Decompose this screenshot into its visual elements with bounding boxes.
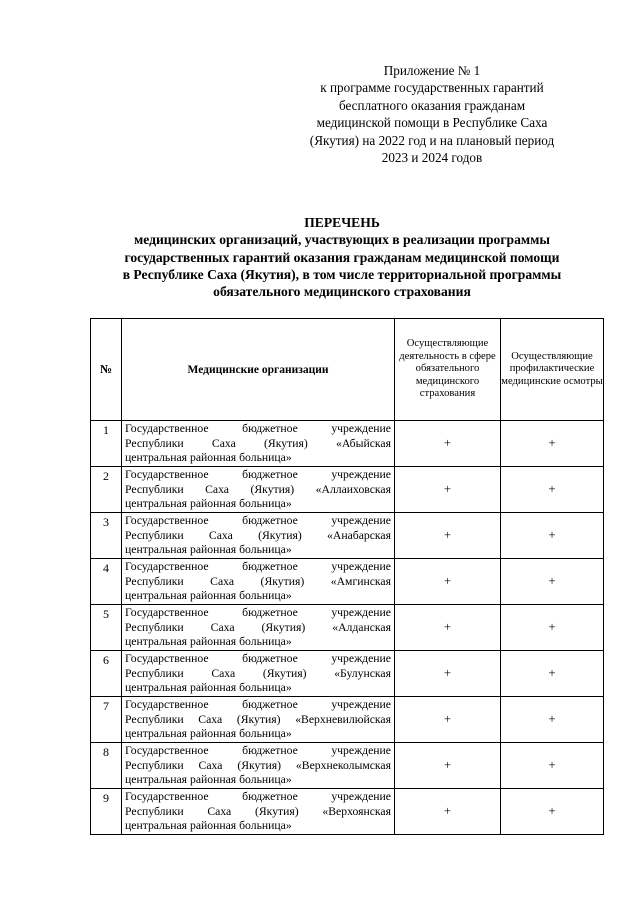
checkups-mark: + — [501, 421, 604, 467]
document-title — [60, 214, 624, 300]
table-row — [91, 789, 604, 835]
appendix-line: медицинской помощи в Республике Саха — [316, 115, 548, 131]
organizations-table — [90, 318, 604, 835]
checkups-mark: + — [501, 559, 604, 605]
header-checkups: Осуществляющие профилактические медицинские осмотры — [501, 319, 604, 421]
organization-line: центральная районная больница» — [125, 543, 292, 556]
table-row — [91, 697, 604, 743]
organization-line: центральная районная больница» — [125, 497, 292, 510]
organization-line: центральная районная больница» — [125, 635, 292, 648]
appendix-line: бесплатного оказания гражданам — [338, 97, 526, 113]
row-number: 7 — [91, 697, 122, 743]
table-row — [91, 743, 604, 789]
organization-line: Республики Саха (Якутия) «Верхнеколымская — [125, 758, 391, 772]
oms-mark: + — [395, 743, 501, 789]
checkups-mark: + — [501, 743, 604, 789]
oms-mark: + — [395, 605, 501, 651]
header-number: № — [91, 319, 122, 421]
organization-line: центральная районная больница» — [125, 773, 292, 786]
organization-name — [122, 513, 395, 559]
checkups-mark: + — [501, 651, 604, 697]
organization-name — [122, 651, 395, 697]
organization-name — [122, 743, 395, 789]
oms-mark: + — [395, 697, 501, 743]
organization-line: Республики Саха (Якутия) «Булунская — [125, 666, 391, 680]
table-row — [91, 605, 604, 651]
appendix-line: (Якутия) на 2022 год и на плановый период — [309, 132, 555, 148]
table-row — [91, 421, 604, 467]
checkups-mark: + — [501, 605, 604, 651]
organization-line: Республики Саха (Якутия) «Аллаиховская — [125, 482, 391, 496]
oms-mark: + — [395, 421, 501, 467]
title-line: ПЕРЕЧЕНЬ — [304, 215, 380, 230]
row-number: 4 — [91, 559, 122, 605]
oms-mark: + — [395, 651, 501, 697]
organization-line: центральная районная больница» — [125, 727, 292, 740]
table-row — [91, 513, 604, 559]
header-organizations: Медицинские организации — [122, 319, 395, 421]
oms-mark: + — [395, 467, 501, 513]
row-number: 8 — [91, 743, 122, 789]
organization-line: Государственное бюджетное учреждение — [125, 606, 391, 619]
organization-line: Республики Саха (Якутия) «Алданская — [125, 620, 391, 634]
table-row — [91, 559, 604, 605]
organization-line: Государственное бюджетное учреждение — [125, 652, 391, 665]
organization-name — [122, 697, 395, 743]
checkups-mark: + — [501, 697, 604, 743]
organization-name — [122, 467, 395, 513]
table-body — [91, 421, 604, 835]
title-line: в Республике Саха (Якутия), в том числе территориальной программы — [122, 266, 562, 282]
organization-line: Республики Саха (Якутия) «Абыйская — [125, 436, 391, 450]
organization-line: Республики Саха (Якутия) «Верхоянская — [125, 804, 391, 818]
row-number: 9 — [91, 789, 122, 835]
oms-mark: + — [395, 789, 501, 835]
organization-name — [122, 789, 395, 835]
table-row — [91, 467, 604, 513]
organization-line: центральная районная больница» — [125, 681, 292, 694]
organization-line: центральная районная больница» — [125, 451, 292, 464]
organization-line: Государственное бюджетное учреждение — [125, 514, 391, 527]
appendix-line: к программе государственных гарантий — [320, 80, 544, 96]
organization-line: Государственное бюджетное учреждение — [125, 560, 391, 573]
row-number: 6 — [91, 651, 122, 697]
organization-name — [122, 421, 395, 467]
oms-mark: + — [395, 559, 501, 605]
title-line: медицинских организаций, участвующих в реализации программы — [133, 232, 550, 248]
row-number: 3 — [91, 513, 122, 559]
organization-line: Государственное бюджетное учреждение — [125, 468, 391, 481]
organization-line: Республики Саха (Якутия) «Верхневилюйская — [125, 712, 391, 726]
organization-name — [122, 559, 395, 605]
title-line: обязательного медицинского страхования — [213, 284, 471, 300]
organization-line: Государственное бюджетное учреждение — [125, 790, 391, 803]
oms-mark: + — [395, 513, 501, 559]
header-oms: Осуществляющие деятельность в сфере обязательного медицинского страхования — [395, 319, 501, 421]
organization-line: Государственное бюджетное учреждение — [125, 422, 391, 435]
row-number: 2 — [91, 467, 122, 513]
title-line: государственных гарантий оказания гражданам медицинской помощи — [124, 249, 560, 265]
organization-line: Республики Саха (Якутия) «Анабарская — [125, 528, 391, 542]
appendix-line: Приложение № 1 — [383, 63, 481, 78]
appendix-header — [282, 62, 582, 166]
organization-line: Республики Саха (Якутия) «Амгинская — [125, 574, 391, 588]
table-header-row — [91, 319, 604, 421]
checkups-mark: + — [501, 513, 604, 559]
checkups-mark: + — [501, 467, 604, 513]
row-number: 5 — [91, 605, 122, 651]
organization-line: центральная районная больница» — [125, 589, 292, 602]
appendix-line: 2023 и 2024 годов — [381, 150, 483, 166]
row-number: 1 — [91, 421, 122, 467]
checkups-mark: + — [501, 789, 604, 835]
table-row — [91, 651, 604, 697]
organization-name — [122, 605, 395, 651]
organization-line: Государственное бюджетное учреждение — [125, 698, 391, 711]
organization-line: Государственное бюджетное учреждение — [125, 744, 391, 757]
organization-line: центральная районная больница» — [125, 819, 292, 832]
